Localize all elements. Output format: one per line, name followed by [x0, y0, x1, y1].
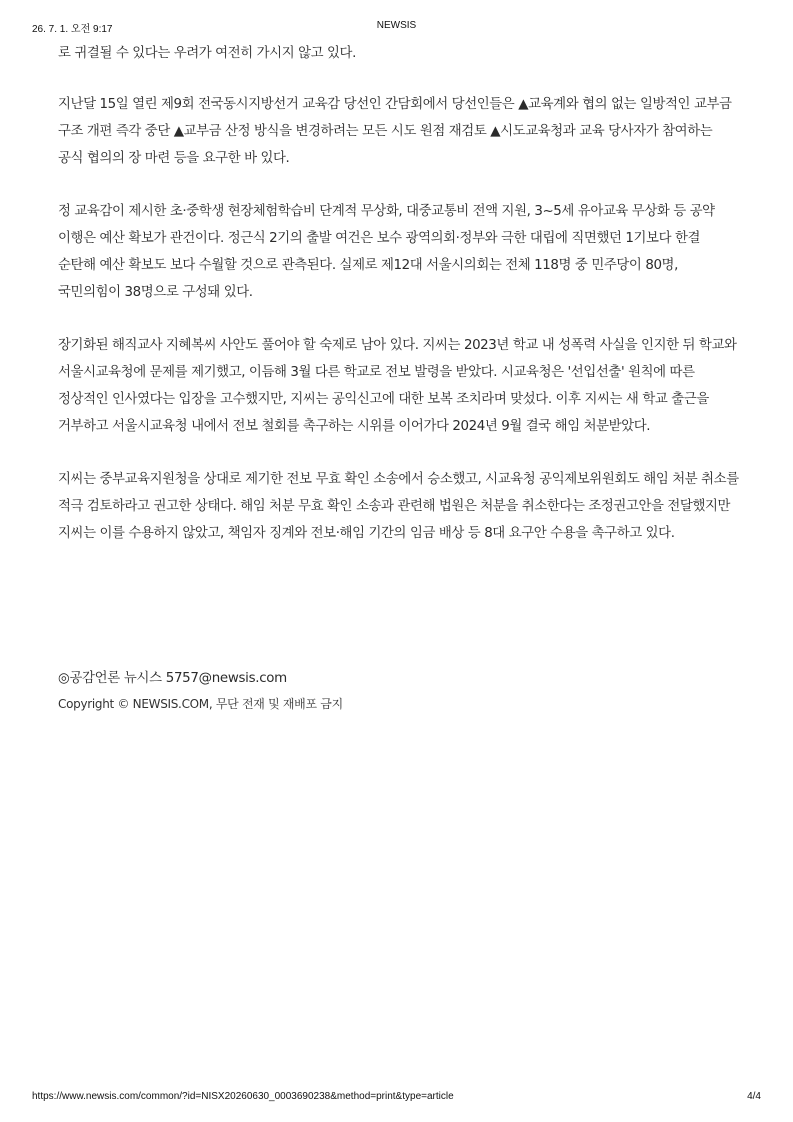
article-paragraph: 지난달 15일 열린 제9회 전국동시지방선거 교육감 당선인 간담회에서 당선인들은 ▲교육계와 협의 없는 일방적인 교부금 구조 개편 즉각 중단 ▲교부금 산정 방식을 변경하려는 모든 시도 원점 재검토 ▲시도교육청과 교육 당사자가 참여하는 공식 협의의 장 마련 등을 요구한 바 있다.: [58, 97, 732, 166]
print-footer-url: https://www.newsis.com/common/?id=NISX20260630_0003690238&method=print&type=article: [32, 1091, 454, 1102]
article-paragraph: 정 교육감이 제시한 초·중학생 현장체험학습비 단계적 무상화, 대중교통비 전액 지원, 3~5세 유아교육 무상화 등 공약 이행은 예산 확보가 관건이다. 정근식 2기의 출발 여건은 보수 광역의회·정부와 극한 대립에 직면했던 1기보다 한결 순탄해 예산 확보도 보다 수월할 것으로 관측된다. 실제로 제12대 서울시의회는 전체 118명 중 민주당이 80명, 국민의힘이 38명으로 구성돼 있다.: [58, 204, 715, 300]
print-header-site-name: NEWSIS: [376, 20, 417, 31]
print-footer-page-number: 4/4: [747, 1091, 761, 1102]
article-paragraph: 로 귀결될 수 있다는 우려가 여전히 가시지 않고 있다.: [58, 46, 356, 61]
article-paragraph: 장기화된 해직교사 지혜복씨 사안도 풀어야 할 숙제로 남아 있다. 지씨는 2023년 학교 내 성폭력 사실을 인지한 뒤 학교와 서울시교육청에 문제를 제기했고, 이듬해 3월 다른 학교로 전보 발령을 받았다. 시교육청은 '선입선출' 원칙에 따른 정상적인 인사였다는 입장을 고수했지만, 지씨는 공익신고에 대한 보복 조치라며 맞섰다. 이후 지씨는 새 학교 출근을 거부하고 서울시교육청 내에서 전보 철회를 촉구하는 시위를 이어가다 2024년 9월 결국 해임 처분받았다.: [58, 338, 737, 434]
copyright-notice: Copyright © NEWSIS.COM, 무단 전재 및 재배포 금지: [58, 697, 343, 711]
article-paragraph: 지씨는 중부교육지원청을 상대로 제기한 전보 무효 확인 소송에서 승소했고, 시교육청 공익제보위원회도 해임 처분 취소를 적극 검토하라고 권고한 상태다. 해임 처분 무효 확인 소송과 관련해 법원은 처분을 취소한다는 조정권고안을 전달했지만 지씨는 이를 수용하지 않았고, 책임자 징계와 전보·해임 기간의 임금 배상 등 8대 요구안 수용을 촉구하고 있다.: [58, 472, 739, 541]
article-byline: ◎공감언론 뉴시스 5757@newsis.com: [58, 671, 287, 686]
print-header-date: 26. 7. 1. 오전 9:17: [32, 24, 113, 35]
article-body: [58, 40, 740, 573]
